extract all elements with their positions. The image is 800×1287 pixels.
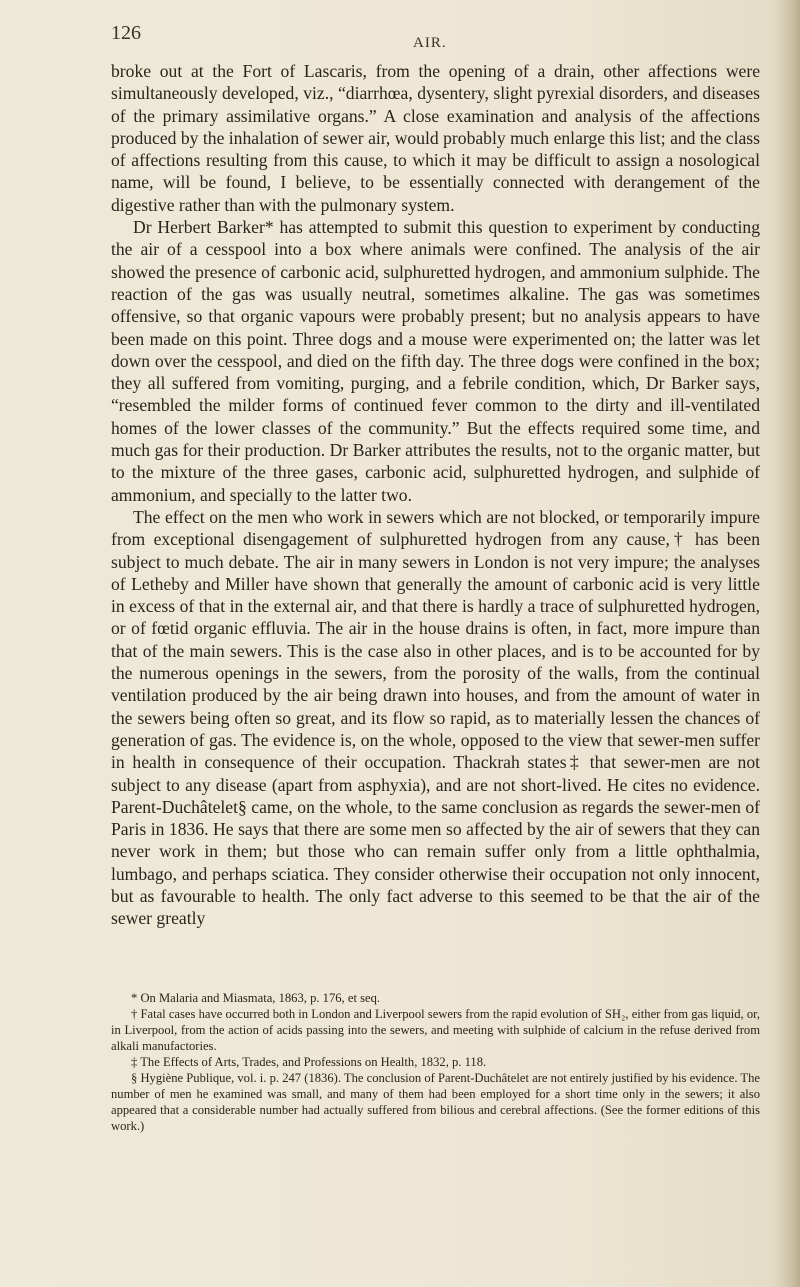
running-head: AIR. — [413, 35, 447, 51]
footnote-3: ‡ The Effects of Arts, Trades, and Professions on Health, 1832, p. 118. — [131, 1055, 487, 1069]
body-text — [111, 60, 760, 930]
footnote-2: † Fatal cases have occurred both in London and Liverpool sewers from the rapid evolution of SH₂, either from gas liquid, or, in Liverpool, from the action of acids passing into the sewers, and meeting with sulphide of calcium in the refuse derived from alkali manufactories. — [111, 1007, 760, 1053]
page-number: 126 — [111, 22, 141, 44]
paragraph-1: broke out at the Fort of Lascaris, from the opening of a drain, other affections were simultaneously developed, viz., “diarrhœa, dysentery, slight pyrexial disorders, and diseases of the primary assimilative organs.” A close examination and analysis of the affections produced by the inhalation of sewer air, would probably much enlarge this list; and the class of affections resulting from this cause, to which it may be difficult to assign a nosological name, will be found, I believe, to be essentially connected with derangement of the digestive rather than with the pulmonary system. — [111, 61, 760, 215]
paragraph-3: The effect on the men who work in sewers which are not blocked, or temporarily impure from exceptional disengagement of sulphuretted hydrogen from any cause,† has been subject to much debate. The air in many sewers in London is not very impure; the analyses of Letheby and Miller have shown that generally the amount of carbonic acid is very little in excess of that in the external air, and that there is hardly a trace of sulphuretted hydrogen, or of fœtid organic effluvia. The air in the house drains is often, in fact, more impure than that of the main sewers. This is the case also in other places, and is to be accounted for by the numerous openings in the sewers, from the porosity of the walls, from the continual ventilation produced by the air being drawn into houses, and from the amount of water in the sewers being often so great, and its flow so rapid, as to materially lessen the chances of generation of gas. The evidence is, on the whole, opposed to the view that sewer-men suffer in health in consequence of their occupation. Thackrah states‡ that sewer-men are not subject to any disease (apart from asphyxia), and are not short-lived. He cites no evidence. Parent-Duchâtelet§ came, on the whole, to the same conclusion as regards the sewer-men of Paris in 1836. He says that there are some men so affected by the air of sewers that they can never work in them; but those who can remain suffer only from a little ophthalmia, lumbago, and perhaps sciatica. They consider otherwise their occupation not only innocent, but as favourable to health. The only fact adverse to this seemed to be that the air of the sewer greatly — [111, 506, 760, 929]
footnotes — [111, 990, 760, 1134]
paragraph-2: Dr Herbert Barker* has attempted to submit this question to experiment by conducting the air of a cesspool into a box where animals were confined. The analysis of the air showed the presence of carbonic acid, sulphuretted hydrogen, and ammonium sulphide. The reaction of the gas was usually neutral, sometimes alkaline. The gas was sometimes offensive, so that organic vapours were probably present; but no analysis appears to have been made on this point. Three dogs and a mouse were experimented on; the latter was let down over the cesspool, and died on the fifth day. The three dogs were confined in the box; they all suffered from vomiting, purging, and a febrile condition, which, Dr Barker says, “resembled the milder forms of continued fever common to the dirty and ill-ventilated homes of the lower classes of the community.” But the effects required some time, and much gas for their production. Dr Barker attributes the results, not to the organic matter, but to the mixture of the three gases, carbonic acid, sulphuretted hydrogen, and sulphide of ammonium, and specially to the latter two. — [111, 217, 760, 505]
footnote-1: * On Malaria and Miasmata, 1863, p. 176, et seq. — [131, 991, 381, 1005]
footnote-4: § Hygiène Publique, vol. i. p. 247 (1836). The conclusion of Parent-Duchâtelet are not entirely justified by his evidence. The number of men he examined was small, and many of them had been employed for a short time only in the sewers; it also appeared that a considerable number had actually suffered from bilious and cerebral affections. (See the former editions of this work.) — [111, 1071, 760, 1133]
binding-edge — [774, 0, 800, 1287]
